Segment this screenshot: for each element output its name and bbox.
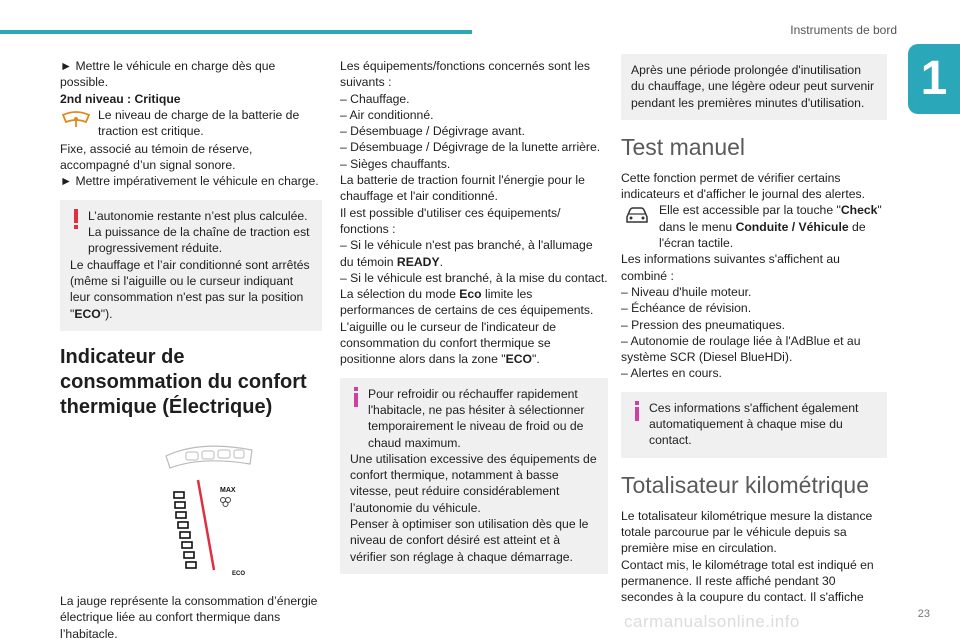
car-icon — [621, 202, 653, 226]
paragraph: ► Mettre le véhicule en charge dès que possible. — [60, 59, 276, 90]
paragraph: ► Mettre impérativement le véhicule en charge. — [60, 174, 319, 189]
info-text: Pour refroidir ou réchauffer rapidement l'habitacle, ne pas hésiter à sélectionner temporairement le niveau de froid ou de chaud maximum. — [368, 386, 585, 450]
note-text: Après une période prolongée d'inutilisation du chauffage, une légère odeur peut survenir pendant les premières minutes d'utilisation. — [631, 63, 875, 110]
paragraph: La sélection du mode Eco limite les performances de certains de ces équipements. L'aiguille ou le curseur de l'indicateur de consommation du confort thermique se positionne alors dans la zone "ECO". — [340, 287, 594, 367]
list-item: – Niveau d'huile moteur. — [621, 284, 752, 299]
exclamation-icon — [70, 208, 82, 230]
gauge-max-label: MAX — [220, 486, 236, 494]
warning-text: L’autonomie restante n’est plus calculée. La puissance de la chaîne de traction est progressivement réduite. — [88, 208, 310, 256]
paragraph: Fixe, associé au témoin de réserve, accompagné d’un signal sonore. — [60, 141, 253, 173]
section-title: Instruments de bord — [790, 23, 897, 37]
info-icon — [350, 386, 362, 408]
warning-text-2: Le chauffage et l’air conditionné sont arrêtés (même si l'aiguille ou le curseur indiquant leur consommation n'est pas sur la position "ECO"). — [70, 257, 310, 321]
thermal-comfort-gauge-illustration — [140, 442, 260, 577]
battery-warning-icon — [60, 107, 92, 131]
chapter-tab — [908, 44, 960, 114]
battery-critical-row — [60, 107, 322, 141]
paragraph: – Si le véhicule n'est pas branché, à l'allumage du témoin READY. — [340, 238, 593, 269]
gauge-caption: La jauge représente la consommation d’énergie électrique liée au confort thermique dans l’habitacle. — [60, 594, 318, 640]
column-3 — [621, 58, 887, 605]
paragraph: Il est possible d'utiliser ces équipements/ fonctions : — [340, 205, 561, 236]
paragraph: La batterie de traction fournit l'énergie pour le chauffage et l'air conditionné. — [340, 173, 585, 204]
check-button-row — [621, 202, 887, 251]
paragraph: Le totalisateur kilométrique mesure la distance totale parcourue par le véhicule depuis sa première mise en circulation. — [621, 508, 873, 556]
paragraph: – Si le véhicule est branché, à la mise du contact. — [340, 270, 608, 285]
info-note — [340, 378, 608, 574]
header-accent-bar — [0, 30, 472, 34]
paragraph: Cette fonction permet de vérifier certains indicateurs et d'afficher le journal des alertes. — [621, 170, 865, 202]
chapter-number: 1 — [920, 52, 948, 105]
column-2 — [340, 58, 608, 584]
list-item: – Autonomie de roulage liée à l'AdBlue et au système SCR (Diesel BlueHDi). — [621, 333, 861, 365]
warning-note — [60, 200, 322, 331]
info-text: Ces informations s'affichent également automatiquement à chaque mise du contact. — [649, 400, 859, 448]
paragraph: Contact mis, le kilométrage total est indiqué en permanence. Il reste affiché pendant 30 secondes à la coupure du contact. Il s'affiche — [621, 557, 874, 605]
list-item: – Alertes en cours. — [621, 366, 722, 381]
info-text-2: Une utilisation excessive des équipements de confort thermique, notamment à basse vitesse, peut réduire considérablement l’autonomie du véhicule. — [350, 451, 597, 515]
list-item: – Désembuage / Dégivrage de la lunette arrière. — [340, 140, 601, 155]
list-item: – Chauffage. — [340, 91, 410, 106]
info-text-3: Penser à optimiser son utilisation dès que le niveau de confort désiré est atteint et à vérifier son réglage à chaque démarrage. — [350, 517, 589, 564]
list-item: – Air conditionné. — [340, 107, 434, 122]
list-item: – Désembuage / Dégivrage avant. — [340, 124, 525, 139]
paragraph: Les informations suivantes s'affichent au combiné : — [621, 252, 840, 283]
page-number: 23 — [917, 608, 930, 620]
section-heading: Indicateur de consommation du confort thermique (Électrique) — [60, 345, 307, 418]
watermark: carmanualsonline.info — [624, 612, 800, 631]
odor-note — [621, 54, 887, 120]
info-note-2 — [621, 392, 887, 458]
info-icon — [631, 400, 643, 422]
list-item: – Échéance de révision. — [621, 301, 752, 316]
gauge-eco-label: ECO — [232, 570, 246, 577]
check-text: Elle est accessible par la touche "Check" dans le menu Conduite / Véhicule de l'écran tactile. — [659, 203, 882, 251]
level2-title: 2nd niveau : Critique — [60, 91, 181, 106]
paragraph: Les équipements/fonctions concernés sont les suivants : — [340, 59, 590, 90]
level2-text: Le niveau de charge de la batterie de traction est critique. — [98, 107, 300, 139]
section-heading-odometer: Totalisateur kilométrique — [621, 471, 870, 498]
list-item: – Pression des pneumatiques. — [621, 317, 785, 332]
list-item: – Sièges chauffants. — [340, 156, 451, 171]
section-heading-test: Test manuel — [621, 133, 746, 160]
column-1 — [60, 58, 322, 640]
